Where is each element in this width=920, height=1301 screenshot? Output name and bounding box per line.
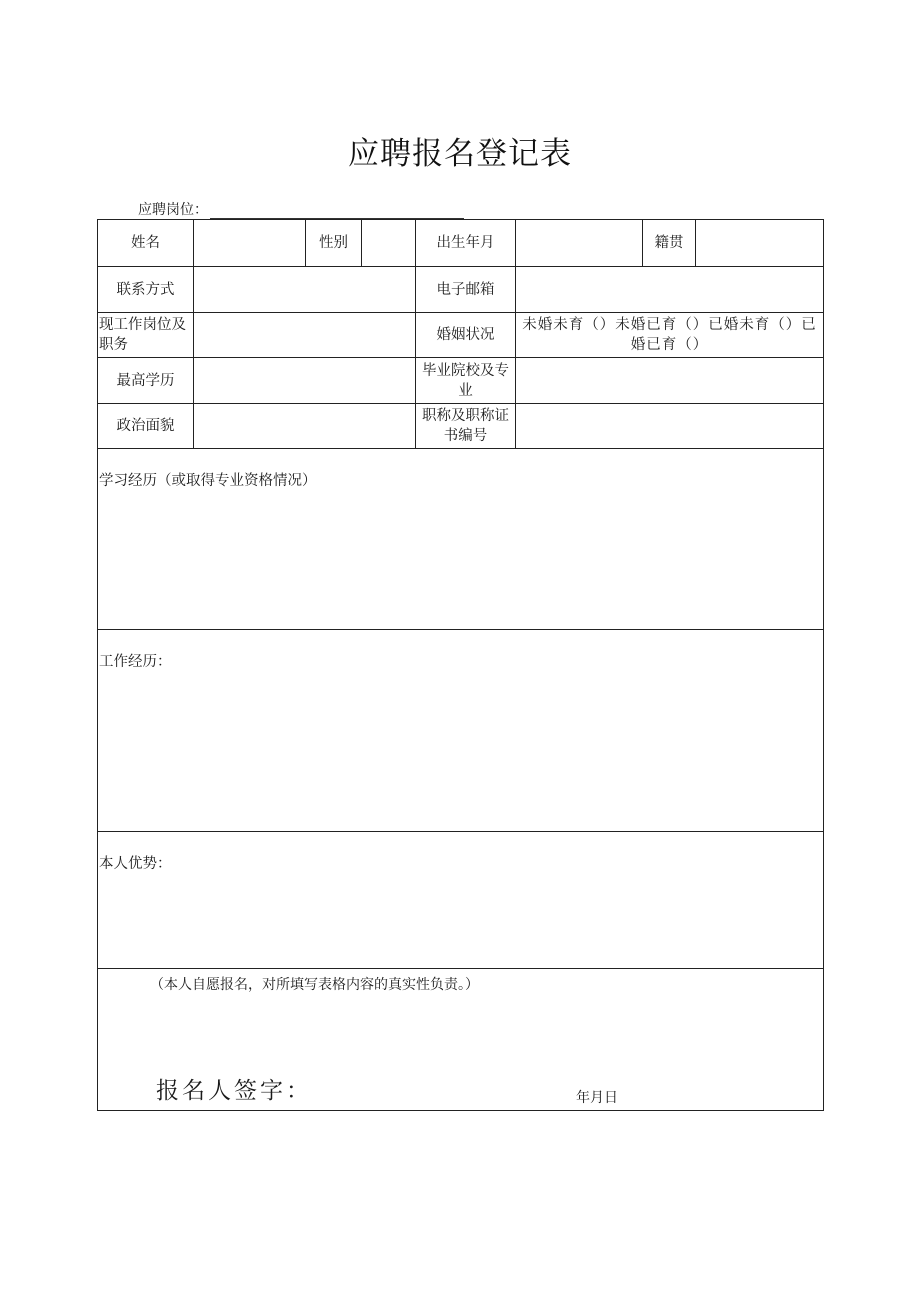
table-row xyxy=(98,358,824,404)
birth-field[interactable] xyxy=(516,220,643,267)
registration-table xyxy=(97,219,824,1111)
name-label: 姓名 xyxy=(98,220,194,267)
contact-label: 联系方式 xyxy=(98,267,194,313)
table-row xyxy=(98,449,824,630)
email-label: 电子邮箱 xyxy=(416,267,516,313)
signature-label: 报名人签字： xyxy=(156,1078,312,1104)
table-row xyxy=(98,832,824,969)
applied-position-field[interactable] xyxy=(210,204,464,219)
school-major-field[interactable] xyxy=(516,358,824,404)
marital-status-label: 婚姻状况 xyxy=(416,313,516,358)
date-label: 年月日 xyxy=(576,1090,618,1106)
education-label: 最高学历 xyxy=(98,358,194,404)
origin-label: 籍贯 xyxy=(643,220,696,267)
work-history-section[interactable] xyxy=(98,630,824,832)
gender-field[interactable] xyxy=(362,220,416,267)
email-field[interactable] xyxy=(516,267,824,313)
table-row xyxy=(98,267,824,313)
page-title: 应聘报名登记表 xyxy=(348,136,572,172)
current-job-field[interactable] xyxy=(194,313,416,358)
title-cert-field[interactable] xyxy=(516,404,824,449)
applied-position-line xyxy=(138,199,464,219)
gender-label: 性别 xyxy=(306,220,362,267)
marital-status-options[interactable]: 未婚未育（）未婚已育（）已婚未育（）已婚已育（） xyxy=(516,313,824,358)
applied-position-label: 应聘岗位： xyxy=(138,202,208,218)
education-field[interactable] xyxy=(194,358,416,404)
table-row xyxy=(98,220,824,267)
birth-label: 出生年月 xyxy=(416,220,516,267)
current-job-label: 现工作岗位及职务 xyxy=(98,313,194,358)
work-history-label: 工作经历： xyxy=(99,654,172,670)
study-history-label: 学习经历（或取得专业资格情况） xyxy=(99,473,317,489)
table-row xyxy=(98,404,824,449)
table-row xyxy=(98,313,824,358)
school-major-label: 毕业院校及专业 xyxy=(416,358,516,404)
name-field[interactable] xyxy=(194,220,306,267)
study-history-section[interactable] xyxy=(98,449,824,630)
contact-field[interactable] xyxy=(194,267,416,313)
political-status-label: 政治面貌 xyxy=(98,404,194,449)
strengths-label: 本人优势： xyxy=(99,856,172,872)
declaration-section xyxy=(98,969,824,1111)
political-status-field[interactable] xyxy=(194,404,416,449)
strengths-section[interactable] xyxy=(98,832,824,969)
table-row xyxy=(98,969,824,1111)
title-cert-label: 职称及职称证书编号 xyxy=(416,404,516,449)
declaration-text: （本人自愿报名，对所填写表格内容的真实性负责。） xyxy=(150,977,479,993)
table-row xyxy=(98,630,824,832)
origin-field[interactable] xyxy=(696,220,824,267)
